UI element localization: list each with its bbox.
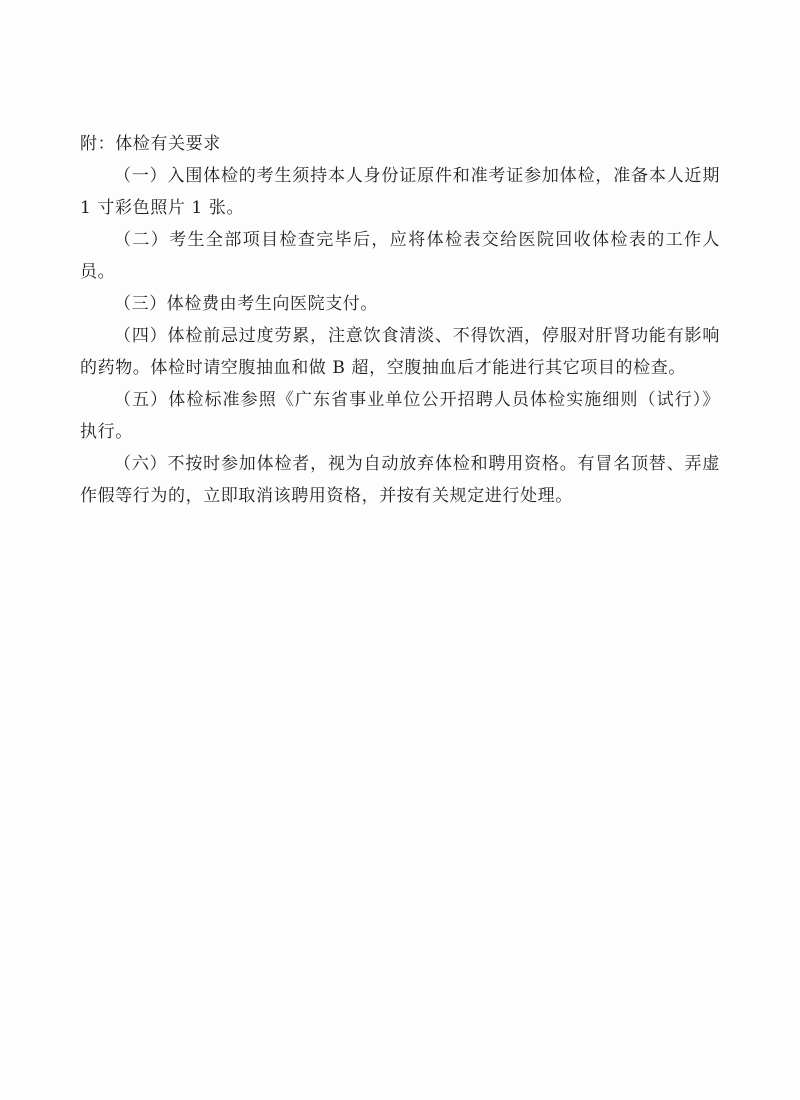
attachment-heading: 附：体检有关要求 [80, 134, 221, 154]
requirement-3: （三）体检费由考生向医院支付。 [114, 294, 378, 314]
requirement-5: （五）体检标准参照《广东省事业单位公开招聘人员体检实施细则（试行）》执行。 [80, 390, 720, 442]
requirement-1: （一）入围体检的考生须持本人身份证原件和准考证参加体检，准备本人近期 1 寸彩色照片 1 张。 [80, 166, 720, 218]
document-body [80, 128, 720, 512]
requirement-4: （四）体检前忌过度劳累，注意饮食清淡、不得饮酒，停服对肝肾功能有影响的药物。体检时请空腹抽血和做 B 超，空腹抽血后才能进行其它项目的检查。 [80, 326, 720, 378]
requirement-2: （二）考生全部项目检查完毕后，应将体检表交给医院回收体检表的工作人员。 [80, 230, 720, 282]
requirement-6: （六）不按时参加体检者，视为自动放弃体检和聘用资格。有冒名顶替、弄虚作假等行为的，立即取消该聘用资格，并按有关规定进行处理。 [80, 454, 720, 506]
